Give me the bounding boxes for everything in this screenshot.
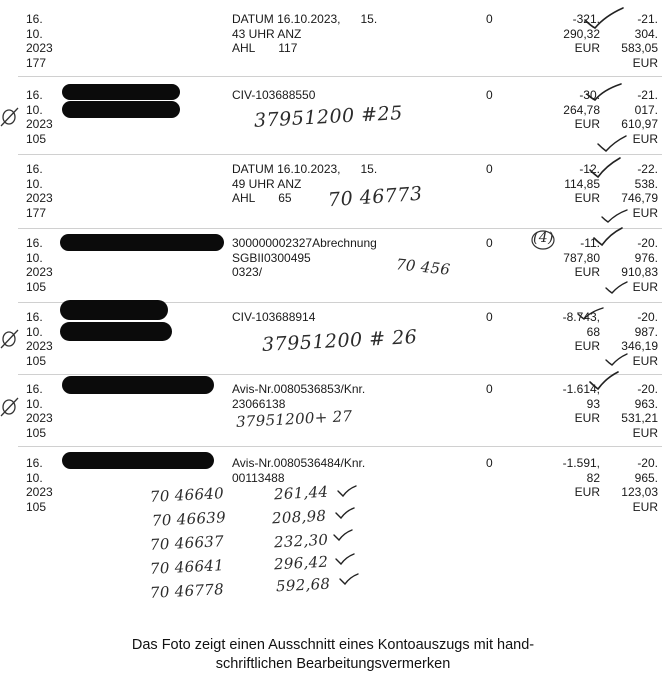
- booking-date: 16. 10. 2023 105: [26, 310, 53, 368]
- figure-caption: [0, 636, 666, 674]
- booking-amount: -12. 114,85 EUR: [564, 162, 600, 205]
- handwritten-list-amount: 296,42: [273, 552, 329, 574]
- strikethrough-mark-icon: [0, 328, 20, 350]
- checkmark-icon: [600, 208, 630, 224]
- zero-value: 0: [486, 12, 493, 26]
- checkmark-icon: [334, 552, 356, 566]
- redaction-bar: [60, 322, 172, 341]
- checkmark-icon: [583, 6, 627, 30]
- redaction-bar: [62, 101, 180, 118]
- balance-amount: -20. 987. 346,19 EUR: [621, 310, 658, 368]
- handwritten-note: 37951200+ 27: [235, 406, 353, 432]
- booking-date: 16. 10. 2023 177: [26, 12, 53, 70]
- zero-value: 0: [486, 456, 493, 470]
- booking-description: DATUM 16.10.2023, 15. 49 UHR ANZ AHL 65: [232, 162, 378, 205]
- booking-amount: -321. 290,32 EUR: [563, 12, 600, 55]
- row-divider: [18, 446, 662, 447]
- redaction-bar: [62, 376, 214, 394]
- checkmark-icon: [338, 572, 360, 586]
- checkmark-icon: [604, 280, 630, 296]
- checkmark-icon: [604, 352, 630, 368]
- handwritten-note: 37951200 # 26: [261, 325, 418, 357]
- handwritten-list-ref: 70 46639: [151, 508, 227, 530]
- booking-amount: -1.614, 93 EUR: [562, 382, 600, 425]
- balance-amount: -21. 304. 583,05 EUR: [621, 12, 658, 70]
- handwritten-list-amount: 261,44: [273, 482, 329, 504]
- balance-amount: -21. 017. 610,97 EUR: [621, 88, 658, 146]
- row-divider: [18, 154, 662, 155]
- caption-line: schriftlichen Bearbeitungsvermerken: [215, 656, 451, 672]
- balance-amount: -20. 976. 910,83 EUR: [621, 236, 658, 294]
- booking-description: CIV-103688914: [232, 310, 316, 324]
- booking-date: 16. 10. 2023 105: [26, 456, 53, 514]
- handwritten-list-amount: 208,98: [271, 506, 327, 528]
- redaction-bar: [60, 234, 224, 251]
- zero-value: 0: [486, 88, 493, 102]
- strikethrough-mark-icon: [0, 106, 20, 128]
- zero-value: 0: [486, 382, 493, 396]
- handwritten-list-amount: 592,68: [275, 574, 331, 596]
- booking-amount: -1.591, 82 EUR: [562, 456, 600, 499]
- checkmark-icon: [334, 506, 356, 520]
- booking-amount: -8.743, 68 EUR: [562, 310, 600, 353]
- checkmark-icon: [588, 370, 622, 392]
- checkmark-icon: [588, 156, 624, 180]
- booking-date: 16. 10. 2023 105: [26, 236, 53, 294]
- booking-description: DATUM 16.10.2023, 15. 43 UHR ANZ AHL 117: [232, 12, 378, 55]
- booking-description: Avis-Nr.0080536853/Knr. 23066138: [232, 382, 366, 411]
- handwritten-note: 37951200 #25: [253, 102, 404, 132]
- handwritten-note: 70 456: [395, 255, 452, 279]
- caption-line: Das Foto zeigt einen Ausschnitt eines Kontoauszugs mit hand-: [131, 637, 535, 653]
- checkmark-icon: [576, 306, 606, 322]
- row-divider: [18, 228, 662, 229]
- balance-amount: -20. 965. 123,03 EUR: [621, 456, 658, 514]
- redaction-bar: [62, 452, 214, 469]
- booking-amount: -11. 787,80 EUR: [563, 236, 600, 279]
- balance-amount: -22. 538. 746,79 EUR: [621, 162, 658, 220]
- redaction-bar: [62, 84, 180, 100]
- booking-date: 16. 10. 2023 105: [26, 88, 53, 146]
- row-divider: [18, 76, 662, 77]
- handwritten-note: 70 46773: [327, 182, 424, 212]
- handwritten-list-ref: 70 46641: [149, 556, 225, 578]
- handwritten-list-ref: 70 46778: [149, 580, 225, 602]
- booking-amount: -30. 264,78 EUR: [563, 88, 600, 131]
- handwritten-list-ref: 70 46640: [149, 484, 225, 506]
- circled-number: (4): [533, 230, 554, 246]
- booking-description: CIV-103688550: [232, 88, 316, 102]
- balance-amount: -20. 963. 531,21 EUR: [621, 382, 658, 440]
- handwritten-list-amount: 232,30: [273, 530, 329, 552]
- row-divider: [18, 374, 662, 375]
- handwritten-list-ref: 70 46637: [149, 532, 225, 554]
- checkmark-icon: [592, 226, 626, 248]
- strikethrough-mark-icon: [0, 396, 20, 418]
- checkmark-icon: [332, 528, 354, 542]
- booking-date: 16. 10. 2023 177: [26, 162, 53, 220]
- checkmark-icon: [585, 82, 625, 102]
- redaction-bar: [60, 300, 168, 320]
- booking-date: 16. 10. 2023 105: [26, 382, 53, 440]
- zero-value: 0: [486, 162, 493, 176]
- checkmark-icon: [596, 134, 630, 154]
- booking-description: Avis-Nr.0080536484/Knr. 00113488: [232, 456, 366, 485]
- checkmark-icon: [336, 484, 358, 498]
- booking-description: 300000002327Abrechnung SGBII0300495 0323/: [232, 236, 377, 279]
- zero-value: 0: [486, 236, 493, 250]
- zero-value: 0: [486, 310, 493, 324]
